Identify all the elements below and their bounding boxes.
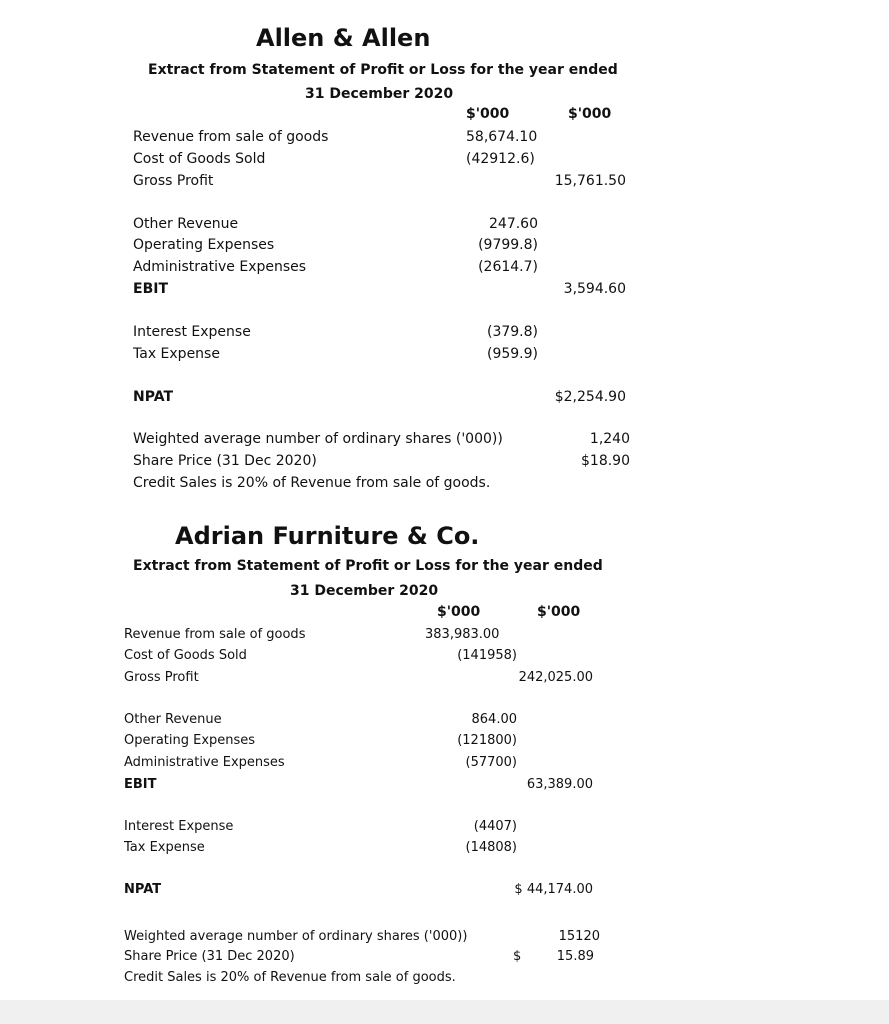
s2-revenue-col1: 383,983.00 [425, 627, 500, 642]
s2-interest-expense-label: Interest Expense [124, 819, 234, 834]
s2-credit-sales-note: Credit Sales is 20% of Revenue from sale of goods. [124, 970, 456, 985]
s1-admin-expenses-col1: (2614.7) [478, 259, 538, 275]
s1-tax-expense-label: Tax Expense [133, 346, 220, 362]
s2-weighted-shares-value: 15120 [558, 929, 600, 944]
s1-tax-expense-col1: (959.9) [486, 346, 538, 362]
s2-subtitle-line2: 31 December 2020 [290, 583, 439, 599]
s1-ebit-col2: 3,594.60 [563, 281, 626, 297]
s1-credit-sales-note: Credit Sales is 20% of Revenue from sale of goods. [133, 475, 491, 491]
s2-revenue-label: Revenue from sale of goods [124, 627, 306, 642]
s1-other-revenue-label: Other Revenue [133, 216, 239, 232]
s1-cogs-label: Cost of Goods Sold [133, 151, 266, 167]
s1-gross-profit-label: Gross Profit [133, 173, 214, 189]
s1-npat-label: NPAT [133, 389, 173, 405]
s2-npat-label: NPAT [124, 882, 162, 897]
s2-admin-expenses-label: Administrative Expenses [124, 755, 285, 770]
s1-operating-expenses-col1: (9799.8) [478, 237, 538, 253]
s2-other-revenue-col1: 864.00 [471, 712, 517, 727]
s2-other-revenue-label: Other Revenue [124, 712, 222, 727]
s1-cogs-col1: (42912.6) [466, 151, 535, 167]
s1-subtitle-line2: 31 December 2020 [305, 86, 454, 102]
s1-col2-header: $'000 [568, 106, 612, 122]
s1-interest-expense-label: Interest Expense [133, 324, 251, 340]
s2-col1-header: $'000 [437, 604, 481, 620]
s1-revenue-col1: 58,674.10 [466, 129, 538, 145]
s1-col1-header: $'000 [466, 106, 510, 122]
s1-interest-expense-col1: (379.8) [486, 324, 538, 340]
s2-gross-profit-col2: 242,025.00 [518, 670, 593, 685]
s2-cogs-label: Cost of Goods Sold [124, 648, 247, 663]
s1-operating-expenses-label: Operating Expenses [133, 237, 275, 253]
s1-weighted-shares-value: 1,240 [589, 431, 630, 447]
s2-share-price-currency: $ [513, 949, 522, 964]
s1-weighted-shares-label: Weighted average number of ordinary shares ('000)) [133, 431, 503, 447]
s2-tax-expense-label: Tax Expense [124, 840, 205, 855]
s2-weighted-shares-label: Weighted average number of ordinary shares ('000)) [124, 929, 468, 944]
s2-gross-profit-label: Gross Profit [124, 670, 199, 685]
s2-interest-expense-col1: (4407) [473, 819, 517, 834]
s2-tax-expense-col1: (14808) [465, 840, 517, 855]
s1-share-price-value: $18.90 [581, 453, 630, 469]
s1-admin-expenses-label: Administrative Expenses [133, 259, 307, 275]
s2-share-price-label: Share Price (31 Dec 2020) [124, 949, 295, 964]
s1-npat-col2: $2,254.90 [554, 389, 626, 405]
s2-cogs-col1: (141958) [457, 648, 517, 663]
s1-ebit-label: EBIT [133, 281, 168, 297]
s2-operating-expenses-col1: (121800) [457, 733, 517, 748]
s1-subtitle-line1: Extract from Statement of Profit or Loss for the year ended [148, 62, 618, 78]
s2-npat-col2: $ 44,174.00 [514, 882, 593, 897]
s2-ebit-label: EBIT [124, 777, 157, 792]
s2-share-price-value: 15.89 [556, 949, 594, 964]
s1-company-title: Allen & Allen [256, 24, 431, 52]
s1-share-price-label: Share Price (31 Dec 2020) [133, 453, 317, 469]
s2-subtitle-line1: Extract from Statement of Profit or Loss for the year ended [133, 558, 603, 574]
s2-admin-expenses-col1: (57700) [465, 755, 517, 770]
s2-company-title: Adrian Furniture & Co. [175, 522, 480, 550]
s2-col2-header: $'000 [537, 604, 581, 620]
bottom-band [0, 1000, 889, 1024]
s2-ebit-col2: 63,389.00 [526, 777, 593, 792]
s1-revenue-label: Revenue from sale of goods [133, 129, 329, 145]
s2-operating-expenses-label: Operating Expenses [124, 733, 256, 748]
s1-gross-profit-col2: 15,761.50 [554, 173, 626, 189]
s1-other-revenue-col1: 247.60 [489, 216, 538, 232]
